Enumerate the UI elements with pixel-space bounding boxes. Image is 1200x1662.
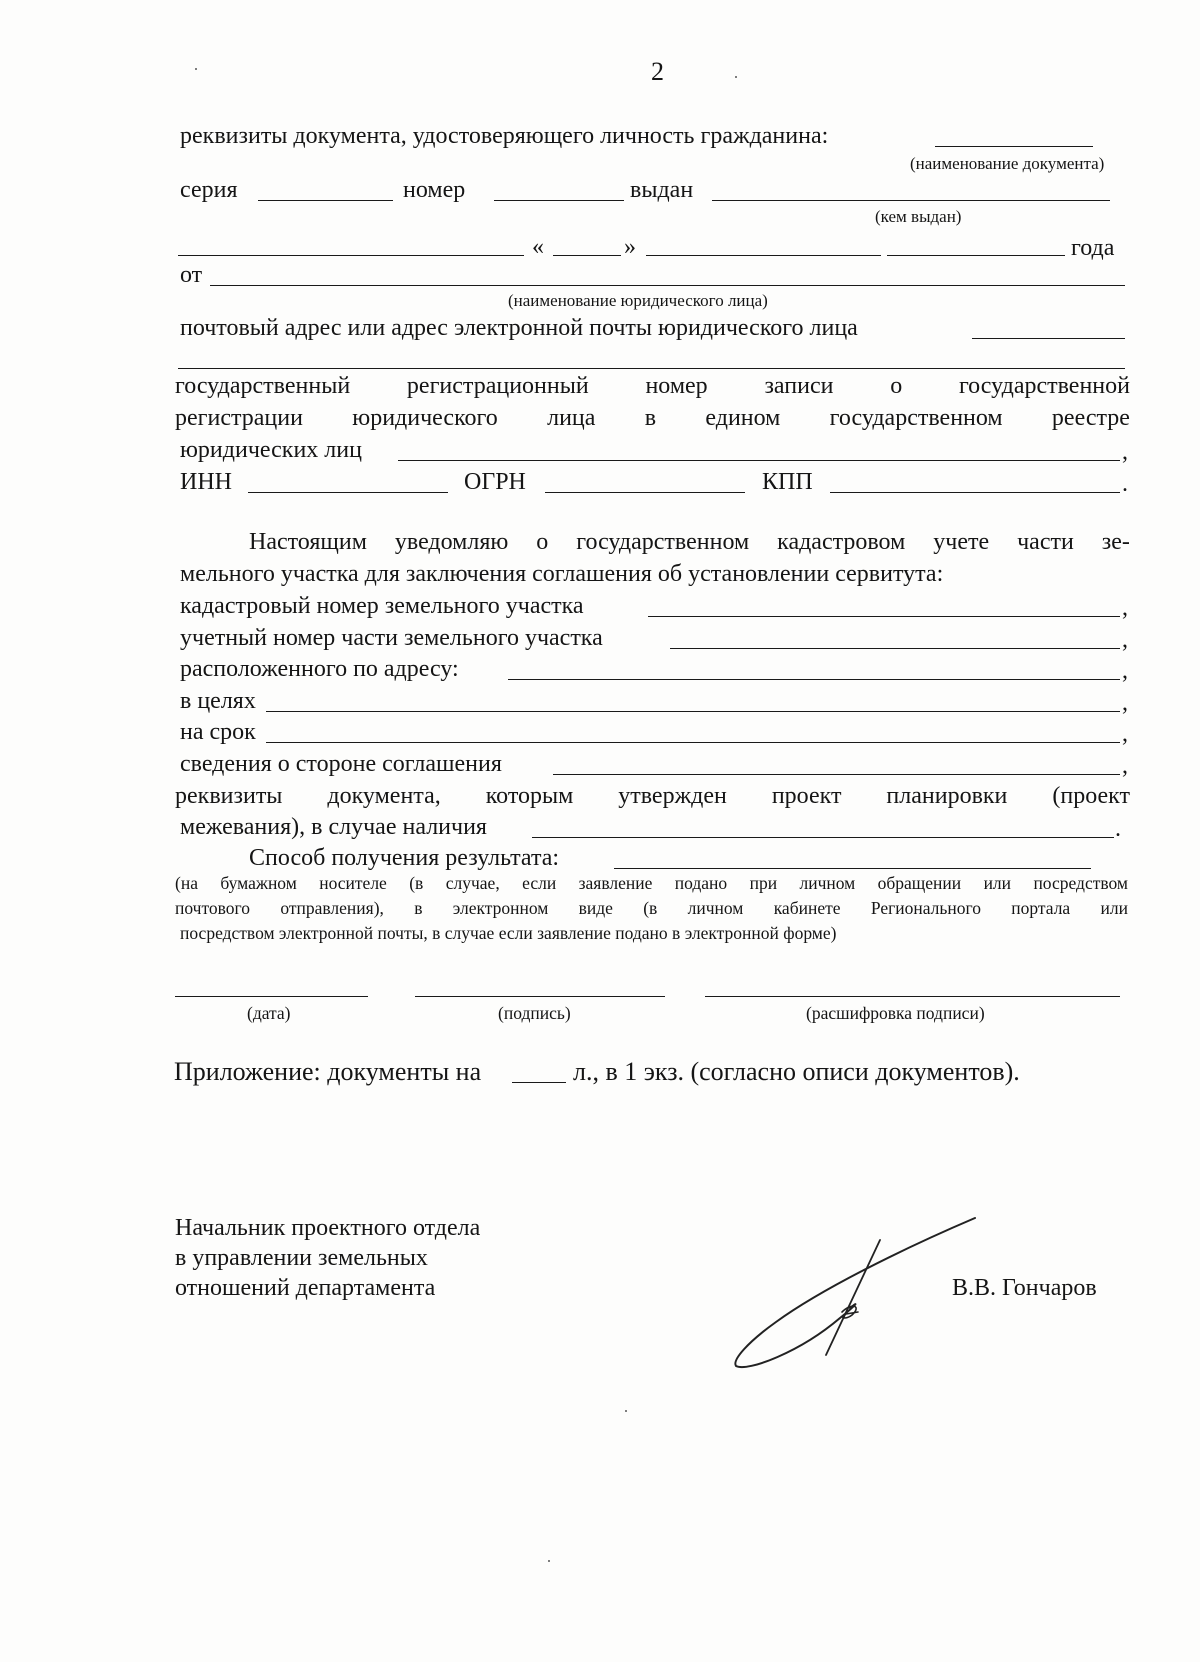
- result-note-line-1: [175, 875, 1128, 893]
- word: регистрации: [175, 405, 303, 431]
- word: (в: [409, 873, 424, 893]
- scan-speck: [735, 76, 737, 78]
- term-field: [266, 742, 1120, 743]
- term-label: на срок: [180, 719, 256, 745]
- scan-speck: [625, 1410, 627, 1412]
- signature-caption: (подпись): [498, 1003, 571, 1023]
- signature-transcript-field: [705, 996, 1120, 997]
- word: государственном: [576, 529, 750, 555]
- word: государственный: [175, 373, 351, 399]
- attachment-pages-field: [512, 1082, 566, 1083]
- signature-field: [415, 996, 665, 997]
- transcript-caption: (расшифровка подписи): [806, 1003, 985, 1023]
- word: едином: [705, 405, 781, 431]
- word: учете: [933, 529, 990, 555]
- word: личном: [687, 898, 744, 918]
- official-title-line-2: в управлении земельных: [175, 1245, 428, 1271]
- address-label: расположенного по адресу:: [180, 656, 459, 682]
- word: лица: [547, 405, 596, 431]
- word: о: [890, 373, 903, 399]
- word: Регионального: [870, 898, 981, 918]
- comma: ,: [1122, 627, 1128, 653]
- word: кабинете: [773, 898, 841, 918]
- comma: ,: [1122, 658, 1128, 684]
- word: юридического: [352, 405, 498, 431]
- word: почтового: [175, 898, 251, 918]
- inn-field: [248, 492, 448, 493]
- comma: ,: [1122, 721, 1128, 747]
- ogrn-field: [545, 492, 745, 493]
- word: проект: [771, 783, 842, 809]
- comma: ,: [1122, 690, 1128, 716]
- party-label: сведения о стороне соглашения: [180, 751, 502, 777]
- date-field: [175, 996, 368, 997]
- word: заявление: [578, 873, 653, 893]
- legal-entity-caption: (наименование юридического лица): [508, 291, 768, 310]
- period: .: [1115, 816, 1121, 842]
- comma: ,: [1122, 439, 1128, 465]
- word: документа,: [327, 783, 441, 809]
- party-field: [553, 774, 1120, 775]
- word: (в: [643, 898, 658, 918]
- legal-entity-field: [210, 285, 1125, 286]
- attachment-suffix: л., в 1 экз. (согласно описи документов).: [573, 1057, 1020, 1086]
- word: или: [1100, 898, 1128, 918]
- word: (проект: [1052, 783, 1130, 809]
- requisites-label: реквизиты документа, удостоверяющего личность гражданина:: [180, 123, 829, 149]
- issued-label: выдан: [630, 177, 694, 203]
- number-label: номер: [403, 177, 466, 203]
- plan-line-2: межевания), в случае наличия: [180, 814, 487, 840]
- word: личном: [799, 873, 856, 893]
- plan-field: [532, 837, 1114, 838]
- year-label: года: [1071, 235, 1115, 261]
- purpose-field: [266, 711, 1120, 712]
- word: планировки: [886, 783, 1008, 809]
- word: реквизиты: [175, 783, 283, 809]
- word: при: [749, 873, 778, 893]
- word: электронном: [452, 898, 549, 918]
- account-number-field: [670, 648, 1120, 649]
- scan-speck: [195, 68, 197, 70]
- word: обращении: [877, 873, 962, 893]
- word: в: [644, 405, 657, 431]
- word: или: [983, 873, 1012, 893]
- word: части: [1017, 529, 1074, 555]
- word: в: [414, 898, 423, 918]
- word: зе-: [1101, 529, 1130, 555]
- month-field: [646, 255, 881, 256]
- result-note-line-2: [175, 900, 1128, 918]
- official-title-line-1: Начальник проектного отдела: [175, 1215, 481, 1241]
- word: уведомляю: [394, 529, 509, 555]
- word: носителе: [319, 873, 387, 893]
- word: если: [522, 873, 557, 893]
- registration-line-3: юридических лиц: [180, 437, 362, 463]
- postal-address-label: почтовый адрес или адрес электронной почты юридического лица: [180, 315, 858, 341]
- word: регистрационный: [406, 373, 589, 399]
- date-caption: (дата): [247, 1003, 291, 1023]
- word: о: [536, 529, 549, 555]
- postal-address-field-2: [178, 368, 1125, 369]
- word: бумажном: [220, 873, 297, 893]
- word: (на: [175, 873, 198, 893]
- document-name-caption: (наименование документа): [910, 154, 1105, 173]
- account-number-label: учетный номер части земельного участка: [180, 625, 603, 651]
- word: Настоящим: [249, 529, 367, 555]
- word: государственной: [958, 373, 1130, 399]
- kpp-field: [830, 492, 1120, 493]
- word: номер: [645, 373, 708, 399]
- word: виде: [578, 898, 613, 918]
- result-method-field: [614, 868, 1091, 869]
- registration-line-2: [175, 406, 1130, 430]
- quote-close: »: [624, 234, 636, 260]
- word: отправления),: [280, 898, 384, 918]
- plan-line-1: [175, 784, 1130, 808]
- word: подано: [674, 873, 728, 893]
- postal-address-field-1: [972, 338, 1125, 339]
- purpose-label: в целях: [180, 688, 256, 714]
- issued-by-caption: (кем выдан): [875, 207, 962, 226]
- registration-line-1: [175, 374, 1130, 398]
- kpp-label: КПП: [762, 469, 813, 495]
- notice-line-2: мельного участка для заключения соглашения об установлении сервитута:: [180, 561, 944, 587]
- result-note-line-3: посредством электронной почты, в случае если заявление подано в электронной форме): [180, 923, 837, 943]
- quote-open: «: [532, 234, 544, 260]
- result-method-label: Способ получения результата:: [249, 845, 560, 871]
- address-field: [508, 679, 1120, 680]
- word: реестре: [1051, 405, 1130, 431]
- from-label: от: [180, 262, 203, 288]
- cadastral-number-field: [648, 616, 1120, 617]
- day-field: [553, 255, 621, 256]
- ogrn-label: ОГРН: [464, 469, 526, 495]
- word: которым: [485, 783, 574, 809]
- notice-line-1: [249, 530, 1130, 554]
- word: кадастровом: [777, 529, 906, 555]
- word: утвержден: [618, 783, 727, 809]
- word: случае,: [445, 873, 500, 893]
- page-number: 2: [651, 57, 664, 86]
- series-field: [258, 200, 393, 201]
- inn-label: ИНН: [180, 469, 232, 495]
- number-field: [494, 200, 624, 201]
- issued-by-field: [712, 200, 1110, 201]
- document-name-field: [935, 146, 1093, 147]
- comma: ,: [1122, 595, 1128, 621]
- word: посредством: [1033, 873, 1128, 893]
- official-title-line-3: отношений департамента: [175, 1275, 436, 1301]
- issue-place-field: [178, 255, 524, 256]
- period: .: [1122, 471, 1128, 497]
- word: записи: [764, 373, 834, 399]
- word: портала: [1011, 898, 1071, 918]
- attachment-prefix: Приложение: документы на: [174, 1057, 482, 1086]
- comma: ,: [1122, 753, 1128, 779]
- year-field: [887, 255, 1065, 256]
- series-label: серия: [180, 177, 238, 203]
- scan-speck: [548, 1560, 550, 1562]
- cadastral-number-label: кадастровый номер земельного участка: [180, 593, 584, 619]
- registration-field: [398, 460, 1120, 461]
- word: государственном: [829, 405, 1003, 431]
- official-name: В.В. Гончаров: [952, 1275, 1097, 1301]
